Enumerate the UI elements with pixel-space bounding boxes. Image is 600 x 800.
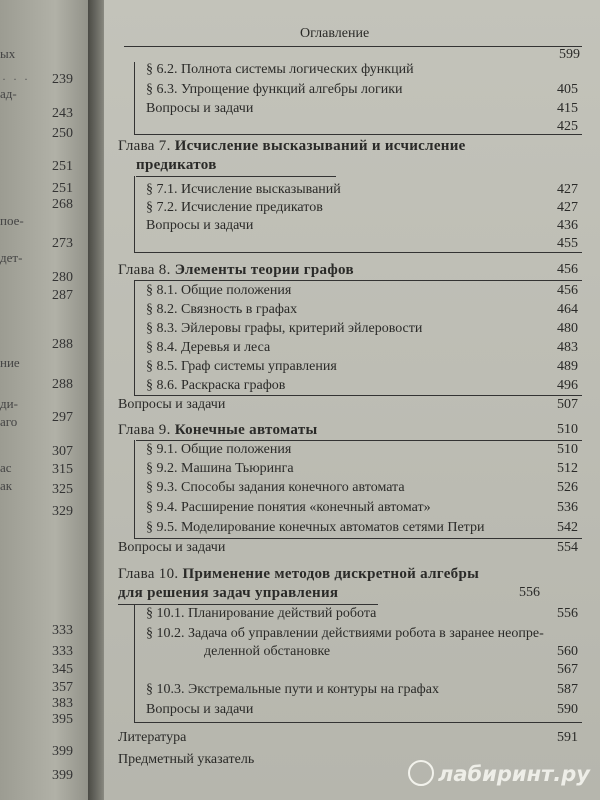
toc-rule bbox=[134, 722, 582, 723]
entry-title: § 10.2. Задача об управлении действиями робота в заранее неопре- bbox=[146, 626, 544, 641]
entry-title: § 9.5. Моделирование конечных автоматов сетями Петри bbox=[146, 520, 485, 535]
toc-bracket bbox=[134, 440, 135, 538]
watermark-text: лабиринт.ру bbox=[437, 762, 590, 786]
entry-page: 536 bbox=[557, 500, 578, 515]
toc-entry bbox=[104, 520, 600, 540]
entry-page: 512 bbox=[557, 461, 578, 476]
entry-title: § 8.5. Граф системы управления bbox=[146, 359, 337, 374]
entry-page: 455 bbox=[557, 236, 578, 251]
entry-page: 480 bbox=[557, 321, 578, 336]
entry-title: § 9.1. Общие положения bbox=[146, 442, 292, 457]
toc-page bbox=[104, 0, 600, 800]
entry-title: Литература bbox=[118, 730, 187, 745]
left-page-number: 329 bbox=[52, 504, 73, 519]
entry-title: § 10.3. Экстремальные пути и контуры на графах bbox=[146, 682, 439, 697]
entry-title: § 9.4. Расширение понятия «конечный автомат» bbox=[146, 500, 431, 515]
toc-entry bbox=[104, 82, 600, 102]
left-page-number: 399 bbox=[52, 744, 73, 759]
entry-page: 427 bbox=[557, 182, 578, 197]
toc-entry bbox=[104, 200, 600, 220]
chapter-title-cont: для решения задач управления bbox=[118, 585, 339, 601]
toc-entry bbox=[104, 218, 600, 238]
chapter-underline bbox=[136, 440, 582, 441]
left-page-number: 345 bbox=[52, 662, 73, 677]
toc-entry bbox=[104, 442, 600, 462]
toc-entry bbox=[104, 236, 600, 256]
left-page-number: 268 bbox=[52, 197, 73, 212]
entry-title: Вопросы и задачи bbox=[118, 397, 226, 412]
entry-title: § 7.1. Исчисление высказываний bbox=[146, 182, 341, 197]
entry-page: 591 bbox=[557, 730, 578, 745]
chapter-title: Применение методов дискретной алгебры bbox=[182, 566, 480, 582]
entry-title: Предметный указатель bbox=[118, 752, 255, 767]
entry-page: 526 bbox=[557, 480, 578, 495]
left-page-number: 399 bbox=[52, 768, 73, 783]
left-page-number: 307 bbox=[52, 444, 73, 459]
left-fragment: дет- bbox=[0, 250, 23, 265]
entry-title: § 9.2. Машина Тьюринга bbox=[146, 461, 294, 476]
entry-page: 489 bbox=[557, 359, 578, 374]
toc-entry bbox=[104, 461, 600, 481]
toc-entry bbox=[104, 662, 600, 682]
left-page-number: 395 bbox=[52, 712, 73, 727]
entry-page: 436 bbox=[557, 218, 578, 233]
entry-page: 483 bbox=[557, 340, 578, 355]
left-fragment: ди- bbox=[0, 396, 18, 411]
toc-entry bbox=[104, 480, 600, 500]
left-page-number: 273 bbox=[52, 236, 73, 251]
toc-rule bbox=[134, 134, 582, 135]
left-page-number: 280 bbox=[52, 270, 73, 285]
entry-page: 556 bbox=[557, 606, 578, 621]
left-fragment: ых bbox=[0, 46, 16, 61]
entry-page: 542 bbox=[557, 520, 578, 535]
entry-page: 425 bbox=[557, 119, 578, 134]
toc-entry bbox=[104, 62, 600, 82]
chapter-label: Глава 10. bbox=[118, 566, 179, 582]
entry-title: § 8.6. Раскраска графов bbox=[146, 378, 286, 393]
chapter-title: Конечные автоматы bbox=[174, 422, 318, 438]
chapter-page: 456 bbox=[557, 262, 578, 277]
toc-entry bbox=[104, 101, 600, 121]
toc-entry bbox=[104, 182, 600, 202]
entry-page: 590 bbox=[557, 702, 578, 717]
running-header: Оглавление bbox=[300, 26, 370, 41]
toc-entry bbox=[104, 682, 600, 702]
entry-page: 567 bbox=[557, 662, 578, 677]
toc-rule bbox=[134, 252, 582, 253]
chapter-heading bbox=[104, 262, 600, 282]
chapter-title: Исчисление высказываний и исчисление bbox=[174, 138, 466, 154]
toc-entry bbox=[104, 397, 600, 417]
entry-title: § 7.2. Исчисление предикатов bbox=[146, 200, 323, 215]
chapter-underline bbox=[136, 176, 336, 177]
toc-entry bbox=[104, 730, 600, 750]
left-page-number: 325 bbox=[52, 482, 73, 497]
toc-bracket bbox=[134, 280, 135, 395]
chapter-page: 556 bbox=[519, 585, 540, 600]
chapter-underline bbox=[134, 280, 582, 281]
entry-title-cont: деленной обстановке bbox=[204, 644, 331, 659]
entry-page: 496 bbox=[557, 378, 578, 393]
chapter-heading bbox=[104, 566, 600, 586]
chapter-page: 510 bbox=[557, 422, 578, 437]
entry-title: Вопросы и задачи bbox=[146, 101, 254, 116]
entry-page: 427 bbox=[557, 200, 578, 215]
left-page-number: 251 bbox=[52, 181, 73, 196]
toc-entry bbox=[104, 626, 600, 646]
chapter-heading bbox=[104, 422, 600, 442]
left-page-number: 383 bbox=[52, 696, 73, 711]
left-fragment: ак bbox=[0, 478, 13, 493]
entry-page: 510 bbox=[557, 442, 578, 457]
watermark bbox=[408, 762, 590, 788]
toc-entry-cont bbox=[104, 644, 600, 664]
leader-dots: · · · bbox=[2, 72, 30, 86]
toc-bracket bbox=[134, 604, 135, 722]
labirint-logo-icon bbox=[408, 760, 434, 786]
left-page-number: 239 bbox=[52, 72, 73, 87]
entry-title: § 8.4. Деревья и леса bbox=[146, 340, 271, 355]
toc-entry bbox=[104, 119, 600, 139]
entry-page: 405 bbox=[557, 82, 578, 97]
entry-title: § 8.3. Эйлеровы графы, критерий эйлеровости bbox=[146, 321, 423, 336]
header-rule bbox=[124, 46, 582, 47]
toc-rule bbox=[134, 395, 582, 396]
left-fragment: ад- bbox=[0, 86, 17, 101]
left-fragment: ас bbox=[0, 460, 12, 475]
toc-entry bbox=[104, 359, 600, 379]
toc-entry bbox=[104, 702, 600, 722]
left-page-number: 288 bbox=[52, 377, 73, 392]
left-page-number: 288 bbox=[52, 337, 73, 352]
entry-title: § 6.2. Полнота системы логических функций bbox=[146, 62, 414, 77]
entry-title: § 6.3. Упрощение функций алгебры логики bbox=[146, 82, 403, 97]
toc-entry bbox=[104, 500, 600, 520]
chapter-underline bbox=[118, 604, 378, 605]
left-page-number: 251 bbox=[52, 159, 73, 174]
toc-entry bbox=[104, 283, 600, 303]
entry-title: § 8.2. Связность в графах bbox=[146, 302, 298, 317]
left-page-number: 243 bbox=[52, 106, 73, 121]
chapter-label: Глава 9. bbox=[118, 422, 171, 438]
left-facing-page bbox=[0, 0, 92, 800]
entry-title: Вопросы и задачи bbox=[146, 702, 254, 717]
chapter-title-cont: предикатов bbox=[136, 157, 217, 173]
toc-entry bbox=[104, 540, 600, 560]
chapter-heading-cont bbox=[104, 157, 600, 177]
entry-page: 560 bbox=[557, 644, 578, 659]
left-page-number: 250 bbox=[52, 126, 73, 141]
toc-entry bbox=[104, 321, 600, 341]
entry-page: 415 bbox=[557, 101, 578, 116]
entry-page: 554 bbox=[557, 540, 578, 555]
chapter-label: Глава 8. bbox=[118, 262, 171, 278]
toc-entry bbox=[104, 606, 600, 626]
left-page-number: 287 bbox=[52, 288, 73, 303]
left-page-number: 297 bbox=[52, 410, 73, 425]
entry-title: § 9.3. Способы задания конечного автомата bbox=[146, 480, 405, 495]
entry-page: 464 bbox=[557, 302, 578, 317]
toc-rule bbox=[134, 538, 582, 539]
left-page-number: 333 bbox=[52, 623, 73, 638]
toc-bracket bbox=[134, 176, 135, 252]
left-fragment: пое- bbox=[0, 213, 24, 228]
left-fragment: ние bbox=[0, 355, 20, 370]
chapter-heading-cont bbox=[104, 585, 600, 605]
toc-entry bbox=[104, 302, 600, 322]
chapter-heading bbox=[104, 138, 600, 158]
entry-title: § 8.1. Общие положения bbox=[146, 283, 292, 298]
left-page-number: 315 bbox=[52, 462, 73, 477]
entry-title: Вопросы и задачи bbox=[146, 218, 254, 233]
entry-page: 587 bbox=[557, 682, 578, 697]
entry-page: 507 bbox=[557, 397, 578, 412]
left-page-number: 333 bbox=[52, 644, 73, 659]
left-fragment: аго bbox=[0, 414, 18, 429]
toc-bracket bbox=[134, 62, 135, 134]
entry-page: 456 bbox=[557, 283, 578, 298]
entry-title: § 10.1. Планирование действий робота bbox=[146, 606, 377, 621]
page-number: 599 bbox=[559, 47, 580, 62]
chapter-label: Глава 7. bbox=[118, 138, 171, 154]
left-page-number: 357 bbox=[52, 680, 73, 695]
entry-title: Вопросы и задачи bbox=[118, 540, 226, 555]
chapter-title: Элементы теории графов bbox=[174, 262, 354, 278]
toc-entry bbox=[104, 340, 600, 360]
